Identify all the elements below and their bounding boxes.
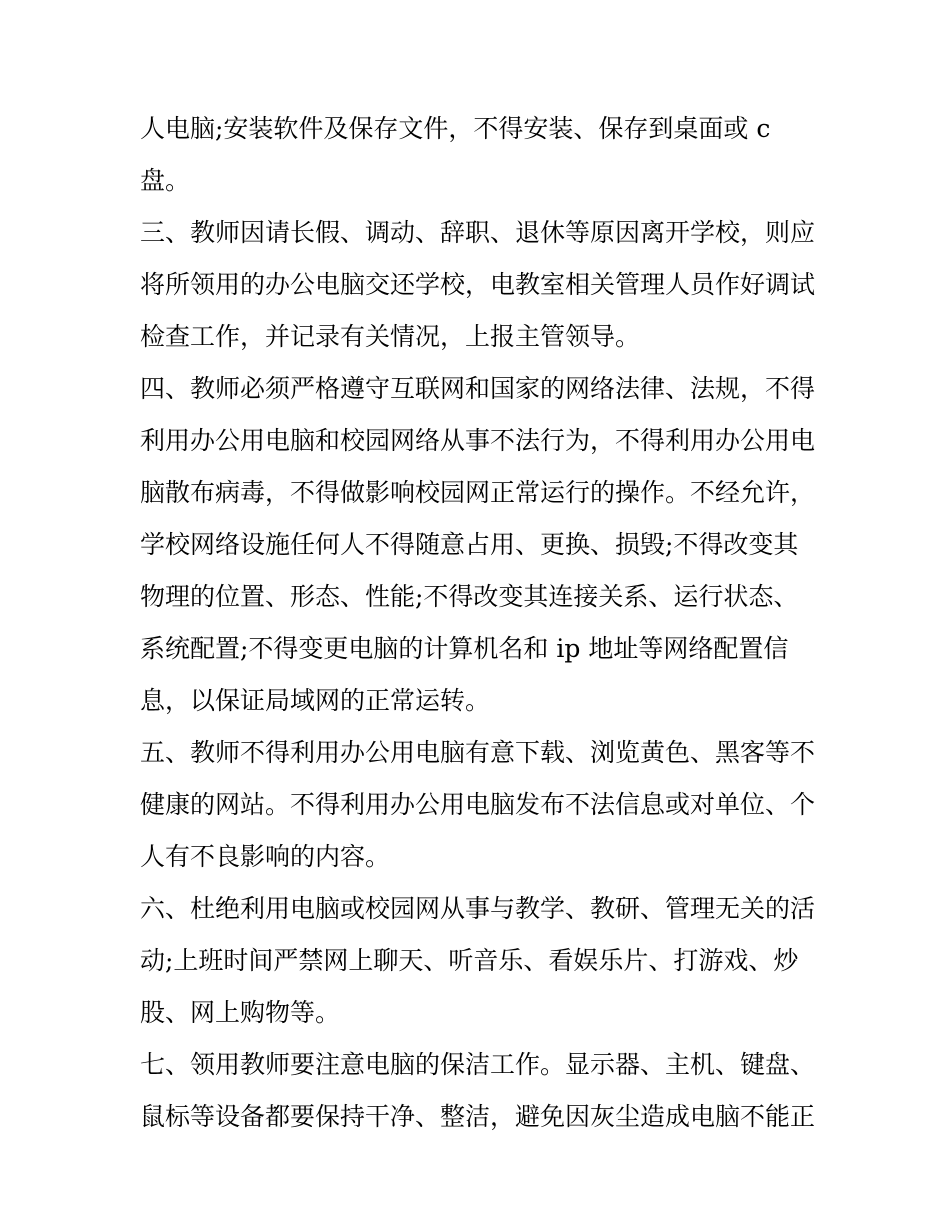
- text-line: 健康的网站。不得利用办公用电脑发布不法信息或对单位、个: [140, 790, 816, 819]
- text-line: 鼠标等设备都要保持干净、整洁，避免因灰尘造成电脑不能正: [140, 1102, 816, 1131]
- text-line: 盘。: [140, 166, 191, 195]
- text-line: 将所领用的办公电脑交还学校，电教室相关管理人员作好调试: [140, 270, 816, 299]
- text-line: 脑散布病毒，不得做影响校园网正常运行的操作。不经允许，: [140, 478, 816, 507]
- text-line: 四、教师必须严格遵守互联网和国家的网络法律、法规，不得: [140, 374, 816, 403]
- text-line: 七、领用教师要注意电脑的保洁工作。显示器、主机、键盘、: [140, 1050, 816, 1079]
- text-line: 系统配置;不得变更电脑的计算机名和 ip 地址等网络配置信: [140, 634, 789, 663]
- text-line: 物理的位置、形态、性能;不得改变其连接关系、运行状态、: [140, 582, 799, 611]
- text-line: 六、杜绝利用电脑或校园网从事与教学、教研、管理无关的活: [140, 894, 816, 923]
- text-line: 息，以保证局域网的正常运转。: [140, 686, 491, 715]
- text-line: 动;上班时间严禁网上聊天、听音乐、看娱乐片、打游戏、炒: [140, 946, 799, 975]
- text-line: 人电脑;安装软件及保存文件，不得安装、保存到桌面或 c: [140, 114, 771, 143]
- text-line: 利用办公用电脑和校园网络从事不法行为，不得利用办公用电: [140, 426, 816, 455]
- text-line: 人有不良影响的内容。: [140, 842, 391, 871]
- text-line: 学校网络设施任何人不得随意占用、更换、损毁;不得改变其: [140, 530, 799, 559]
- text-line: 股、网上购物等。: [140, 998, 341, 1027]
- text-line: 五、教师不得利用办公用电脑有意下载、浏览黄色、黑客等不: [140, 738, 816, 767]
- text-line: 检查工作，并记录有关情况，上报主管领导。: [140, 322, 641, 351]
- text-line: 三、教师因请长假、调动、辞职、退休等原因离开学校，则应: [140, 218, 816, 247]
